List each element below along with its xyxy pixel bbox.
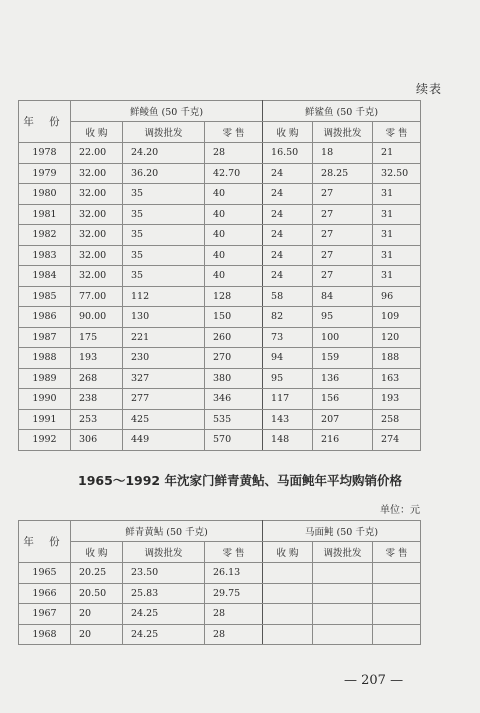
- price-cell: 32.00: [71, 245, 123, 266]
- price-cell: [263, 624, 313, 645]
- price-cell: 230: [123, 348, 205, 369]
- price-cell: [373, 583, 421, 604]
- price-cell: 32.00: [71, 184, 123, 205]
- price-cell: 258: [373, 409, 421, 430]
- price-cell: 40: [205, 204, 263, 225]
- price-cell: [263, 583, 313, 604]
- column-header: 零 售: [373, 542, 421, 563]
- year-cell: 1966: [19, 583, 71, 604]
- year-cell: 1984: [19, 266, 71, 287]
- price-cell: 90.00: [71, 307, 123, 328]
- price-cell: 24.20: [123, 143, 205, 164]
- price-cell: 32.00: [71, 204, 123, 225]
- price-cell: 24: [263, 204, 313, 225]
- group-header-1: 鲜鲮鱼 (50 千克): [71, 101, 263, 122]
- price-cell: 22.00: [71, 143, 123, 164]
- price-cell: 188: [373, 348, 421, 369]
- price-cell: 35: [123, 184, 205, 205]
- price-cell: 42.70: [205, 163, 263, 184]
- price-cell: 28: [205, 604, 263, 625]
- year-cell: 1979: [19, 163, 71, 184]
- year-header: 年 份: [19, 521, 71, 563]
- price-cell: 32.00: [71, 163, 123, 184]
- price-cell: 535: [205, 409, 263, 430]
- price-cell: 20.50: [71, 583, 123, 604]
- column-header: 调拨批发: [313, 542, 373, 563]
- price-cell: 306: [71, 430, 123, 451]
- price-cell: 128: [205, 286, 263, 307]
- price-cell: 20.25: [71, 563, 123, 584]
- price-cell: 27: [313, 184, 373, 205]
- year-cell: 1991: [19, 409, 71, 430]
- table-row: [19, 225, 421, 246]
- price-cell: 28.25: [313, 163, 373, 184]
- table-row: [19, 184, 421, 205]
- price-cell: 268: [71, 368, 123, 389]
- column-header: 零 售: [205, 542, 263, 563]
- price-cell: 100: [313, 327, 373, 348]
- price-cell: 130: [123, 307, 205, 328]
- year-cell: 1988: [19, 348, 71, 369]
- price-cell: 95: [263, 368, 313, 389]
- price-table-mackerel-shark: [18, 100, 421, 451]
- price-cell: 35: [123, 204, 205, 225]
- price-cell: 36.20: [123, 163, 205, 184]
- price-cell: 27: [313, 245, 373, 266]
- table-row: [19, 143, 421, 164]
- price-cell: 274: [373, 430, 421, 451]
- price-cell: 24.25: [123, 604, 205, 625]
- column-header: 零 售: [205, 122, 263, 143]
- price-cell: 18: [313, 143, 373, 164]
- price-cell: 117: [263, 389, 313, 410]
- table-row: [19, 245, 421, 266]
- price-cell: 28: [205, 624, 263, 645]
- price-cell: [263, 604, 313, 625]
- price-cell: [373, 563, 421, 584]
- price-cell: 221: [123, 327, 205, 348]
- price-cell: 94: [263, 348, 313, 369]
- table-row: [19, 307, 421, 328]
- price-cell: 21: [373, 143, 421, 164]
- price-cell: 32.00: [71, 225, 123, 246]
- price-cell: [373, 624, 421, 645]
- year-cell: 1965: [19, 563, 71, 584]
- price-cell: [313, 624, 373, 645]
- price-cell: 24: [263, 184, 313, 205]
- price-cell: 40: [205, 266, 263, 287]
- column-header: 零 售: [373, 122, 421, 143]
- price-table-yellow-croaker-filefish: [18, 520, 421, 645]
- price-cell: 136: [313, 368, 373, 389]
- table-row: [19, 348, 421, 369]
- price-cell: 120: [373, 327, 421, 348]
- price-cell: 253: [71, 409, 123, 430]
- table-row: [19, 266, 421, 287]
- table-row: [19, 430, 421, 451]
- price-cell: 96: [373, 286, 421, 307]
- column-header: 调拨批发: [123, 122, 205, 143]
- price-cell: 112: [123, 286, 205, 307]
- table-row: [19, 583, 421, 604]
- price-cell: 24.25: [123, 624, 205, 645]
- year-cell: 1978: [19, 143, 71, 164]
- column-header: 调拨批发: [313, 122, 373, 143]
- price-cell: 24: [263, 163, 313, 184]
- price-cell: 32.00: [71, 266, 123, 287]
- page-number: — 207 —: [344, 673, 404, 688]
- price-cell: 159: [313, 348, 373, 369]
- year-cell: 1981: [19, 204, 71, 225]
- year-cell: 1986: [19, 307, 71, 328]
- price-cell: 238: [71, 389, 123, 410]
- table-row: [19, 204, 421, 225]
- continued-label: 续表: [415, 82, 442, 96]
- price-cell: 25.83: [123, 583, 205, 604]
- price-cell: 346: [205, 389, 263, 410]
- price-cell: 35: [123, 245, 205, 266]
- price-cell: 29.75: [205, 583, 263, 604]
- table-row: [19, 624, 421, 645]
- price-cell: [313, 563, 373, 584]
- price-cell: 327: [123, 368, 205, 389]
- price-cell: 20: [71, 624, 123, 645]
- price-cell: [373, 604, 421, 625]
- price-cell: 156: [313, 389, 373, 410]
- price-cell: 193: [373, 389, 421, 410]
- price-cell: 58: [263, 286, 313, 307]
- table-row: [19, 368, 421, 389]
- price-cell: 20: [71, 604, 123, 625]
- price-cell: 40: [205, 225, 263, 246]
- price-cell: 40: [205, 184, 263, 205]
- price-cell: 148: [263, 430, 313, 451]
- year-cell: 1989: [19, 368, 71, 389]
- price-cell: 82: [263, 307, 313, 328]
- table2-title: 1965～1992 年沈家门鲜青黄鲇、马面鲀年平均购销价格: [78, 473, 402, 488]
- table-row: [19, 327, 421, 348]
- table-row: [19, 389, 421, 410]
- price-cell: 380: [205, 368, 263, 389]
- table-row: [19, 409, 421, 430]
- price-cell: 277: [123, 389, 205, 410]
- year-cell: 1992: [19, 430, 71, 451]
- year-header: 年 份: [19, 101, 71, 143]
- price-cell: [313, 604, 373, 625]
- price-cell: 24: [263, 225, 313, 246]
- group-header-1: 鲜青黄鲇 (50 千克): [71, 521, 263, 542]
- group-header-2: 马面鲀 (50 千克): [263, 521, 421, 542]
- price-cell: 425: [123, 409, 205, 430]
- year-cell: 1983: [19, 245, 71, 266]
- price-cell: 24: [263, 266, 313, 287]
- price-cell: 32.50: [373, 163, 421, 184]
- price-cell: 95: [313, 307, 373, 328]
- column-header: 收 购: [263, 122, 313, 143]
- price-cell: 35: [123, 266, 205, 287]
- price-cell: 27: [313, 266, 373, 287]
- group-header-2: 鲜鲨鱼 (50 千克): [263, 101, 421, 122]
- price-cell: 31: [373, 204, 421, 225]
- table-row: [19, 604, 421, 625]
- price-cell: [263, 563, 313, 584]
- price-cell: 16.50: [263, 143, 313, 164]
- table-row: [19, 163, 421, 184]
- year-cell: 1968: [19, 624, 71, 645]
- table-row: [19, 286, 421, 307]
- price-cell: 193: [71, 348, 123, 369]
- price-cell: 31: [373, 266, 421, 287]
- price-cell: 84: [313, 286, 373, 307]
- price-cell: 449: [123, 430, 205, 451]
- table-row: [19, 563, 421, 584]
- year-cell: 1987: [19, 327, 71, 348]
- price-cell: 143: [263, 409, 313, 430]
- price-cell: 260: [205, 327, 263, 348]
- price-cell: 73: [263, 327, 313, 348]
- price-cell: 175: [71, 327, 123, 348]
- price-cell: 35: [123, 225, 205, 246]
- price-cell: 40: [205, 245, 263, 266]
- year-cell: 1985: [19, 286, 71, 307]
- price-cell: 31: [373, 225, 421, 246]
- column-header: 收 购: [71, 122, 123, 143]
- price-cell: 23.50: [123, 563, 205, 584]
- price-cell: 270: [205, 348, 263, 369]
- year-cell: 1990: [19, 389, 71, 410]
- column-header: 收 购: [263, 542, 313, 563]
- column-header: 调拨批发: [123, 542, 205, 563]
- price-cell: 31: [373, 245, 421, 266]
- year-cell: 1980: [19, 184, 71, 205]
- price-cell: 77.00: [71, 286, 123, 307]
- price-cell: [313, 583, 373, 604]
- year-cell: 1967: [19, 604, 71, 625]
- price-cell: 26.13: [205, 563, 263, 584]
- price-cell: 27: [313, 204, 373, 225]
- price-cell: 27: [313, 225, 373, 246]
- unit-label: 单位：元: [380, 505, 420, 516]
- price-cell: 163: [373, 368, 421, 389]
- price-cell: 150: [205, 307, 263, 328]
- price-cell: 216: [313, 430, 373, 451]
- column-header: 收 购: [71, 542, 123, 563]
- price-cell: 24: [263, 245, 313, 266]
- price-cell: 31: [373, 184, 421, 205]
- price-cell: 207: [313, 409, 373, 430]
- year-cell: 1982: [19, 225, 71, 246]
- price-cell: 109: [373, 307, 421, 328]
- price-cell: 570: [205, 430, 263, 451]
- price-cell: 28: [205, 143, 263, 164]
